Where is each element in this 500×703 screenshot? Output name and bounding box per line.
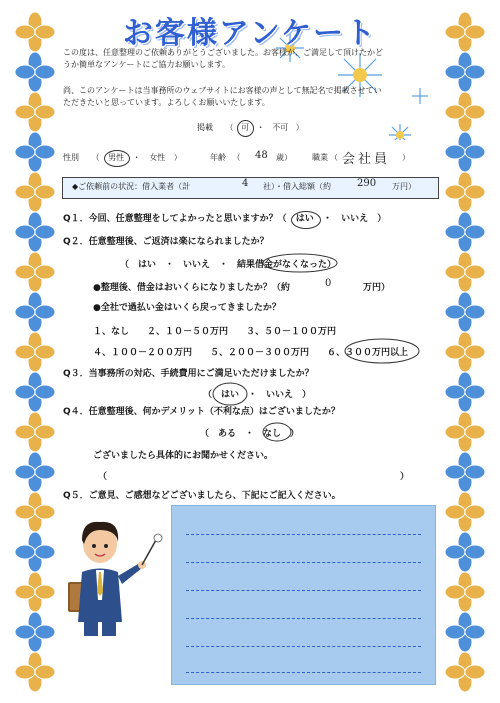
intro-line-4: ただきたいと思っています。よろしくお願いいたします。 bbox=[63, 98, 270, 107]
status-mid: 社）・借入総額（約 bbox=[263, 182, 331, 191]
petal-motif bbox=[445, 332, 485, 372]
q2-sub1-value[interactable]: 0 bbox=[325, 278, 332, 289]
q1-yes-option[interactable]: はい bbox=[296, 214, 314, 224]
q2-circle-mark bbox=[260, 252, 340, 274]
q3-circle-mark bbox=[210, 380, 250, 408]
q4-detail: ございましたら具体的にお聞かせください。 bbox=[93, 451, 274, 461]
page-title: お客様アンケート bbox=[122, 16, 378, 51]
q3-choices[interactable]: （ はい ・ いいえ ） bbox=[203, 390, 312, 400]
teacher-illustration bbox=[60, 510, 170, 640]
debt-amount[interactable]: 290 bbox=[357, 178, 377, 189]
dashed-line bbox=[186, 618, 421, 619]
petal-motif bbox=[445, 492, 485, 532]
q2-option-6-circle bbox=[342, 334, 422, 366]
petal-motif bbox=[445, 652, 485, 692]
petal-motif bbox=[445, 412, 485, 452]
status-suffix: 万円） bbox=[392, 182, 416, 191]
q1-no-option[interactable]: いいえ bbox=[341, 214, 369, 224]
age-value[interactable]: 48 bbox=[255, 150, 268, 161]
q4-choices[interactable]: （ ある ・ なし ） bbox=[200, 429, 300, 439]
intro-line-1: この度は、任意整理のご依頼ありがとうございました。お客様が、ご満足して頂けたかど bbox=[63, 48, 383, 57]
petal-motif bbox=[445, 212, 485, 252]
gender-male-option[interactable]: 男性 bbox=[108, 153, 124, 162]
petal-motif bbox=[15, 532, 55, 572]
q2-choices[interactable]: （ はい ・ いいえ ・ 結果借金がなくなった） bbox=[120, 260, 337, 270]
petal-motif bbox=[15, 212, 55, 252]
dashed-line bbox=[186, 646, 421, 647]
dashed-line bbox=[186, 672, 421, 673]
age-unit: 歳） bbox=[276, 153, 292, 162]
q4-circle-mark bbox=[260, 420, 294, 444]
publish-label: 掲載 bbox=[197, 123, 213, 132]
q2-sub1: ●整理後、借金はおいくらになりましたか？（約 bbox=[93, 283, 290, 293]
intro-line-2: うか簡単なアンケートにご協力お願いします。 bbox=[63, 60, 230, 69]
petal-motif bbox=[15, 572, 55, 612]
q2-sub2: ●全社で過払い金はいくら戻ってきましたか？ bbox=[93, 303, 281, 313]
petal-motif bbox=[15, 292, 55, 332]
petal-motif bbox=[445, 572, 485, 612]
petal-motif bbox=[445, 252, 485, 292]
publish-ng-option[interactable]: 不可 bbox=[272, 123, 289, 132]
q2-question: Q２．任意整理後、ご返済は楽になられましたか？ bbox=[63, 237, 269, 247]
age-label: 年齢 bbox=[210, 153, 226, 162]
publish-field: 掲載 （ 可 ・ 不可 ） bbox=[197, 122, 304, 134]
dashed-line bbox=[186, 590, 421, 591]
petal-motif bbox=[15, 412, 55, 452]
q2-sub1-unit: 万円） bbox=[363, 283, 391, 293]
petal-motif bbox=[445, 292, 485, 332]
job-label: 職業 bbox=[312, 153, 328, 162]
petal-motif bbox=[15, 452, 55, 492]
petal-motif bbox=[15, 492, 55, 532]
petal-motif bbox=[445, 372, 485, 412]
status-prefix: ◆ご依頼前の状況：借入業者（計 bbox=[72, 182, 191, 191]
gender-field: 性別 （ 男性 ・ 女性 ） bbox=[63, 152, 182, 164]
dashed-line bbox=[186, 562, 421, 563]
survey-page: お客様アンケート この度は、任意整理のご依頼ありがとうございました。お客様が、ご満足して頂けたかど うか簡単なアンケートにご協力お願いします。 尚、このアンケートは当事務所のウェブサイトにお客様の声として無記名で掲載させてい ただきたいと思っています。よろしくお願いいたします。 掲載 （ 可 ・ 不可 ） 性別 （ 男性 ・ 女性 ） 年齢 （ 48 歳） 職業 （ 会社員 ） ◆ご依頼前の状況：借入業者（計 4 社）・借入総額（約 290 万円） Q１．今回、任意整理をしてよかったと思いますか？（ はい ・ いいえ ） Q２．任意整理後、ご返済は楽になられましたか？ （ はい ・ いいえ ・ 結果借金がなくなった） ●整理後、借金はおいくらになりましたか？（約 0 万円） ●全社で過払い金はいくら戻ってきましたか？ １、なし ２、１０－５０万円 ３、５０－１００万円 ４、１００－２００万円 ５、２００－３００万円 ６、３００万円以上 Q３．当事務所の対応、手続費用にご満足いただけましたか？ （ はい ・ いいえ ） Q４．任意整理後、何かデメリット（不利な点）はございましたか？ （ ある ・ なし ） ございましたら具体的にお聞かせください。 （ ） Q５．ご意見、ご感想などございましたら、下記にご記入ください。 bbox=[0, 0, 500, 703]
petal-motif bbox=[15, 652, 55, 692]
q1-question: Q１．今回、任意整理をしてよかったと思いますか？（ はい ・ いいえ ） bbox=[63, 213, 386, 225]
petal-motif bbox=[445, 452, 485, 492]
petal-motif bbox=[15, 612, 55, 652]
q2-options-row-2[interactable]: ４、１００－２００万円 ５、２００－３００万円 ６、３００万円以上 bbox=[93, 348, 409, 358]
petal-motif bbox=[15, 372, 55, 412]
petal-motif bbox=[15, 252, 55, 292]
q4-detail-input[interactable] bbox=[112, 471, 392, 483]
petal-motif bbox=[15, 172, 55, 212]
q4-question: Q４．任意整理後、何かデメリット（不利な点）はございましたか？ bbox=[63, 407, 340, 417]
comment-answer-box[interactable] bbox=[171, 505, 436, 685]
q3-question: Q３．当事務所の対応、手続費用にご満足いただけましたか？ bbox=[63, 369, 314, 379]
petal-motif bbox=[445, 612, 485, 652]
gender-female-option[interactable]: 女性 bbox=[149, 153, 166, 162]
dashed-line bbox=[186, 534, 421, 535]
publish-ok-option[interactable]: 可 bbox=[241, 123, 249, 132]
lender-count[interactable]: 4 bbox=[242, 178, 249, 189]
job-value[interactable]: 会社員 bbox=[342, 152, 391, 167]
q2-options-row-1[interactable]: １、なし ２、１０－５０万円 ３、５０－１００万円 bbox=[93, 327, 337, 337]
petal-motif bbox=[445, 172, 485, 212]
intro-line-3: 尚、このアンケートは当事務所のウェブサイトにお客様の声として無記名で掲載させてい bbox=[63, 86, 382, 95]
age-field: 年齢 （ bbox=[210, 153, 241, 162]
petal-motif bbox=[445, 532, 485, 572]
gender-label: 性別 bbox=[63, 153, 79, 162]
petal-motif bbox=[15, 332, 55, 372]
q5-question: Q５．ご意見、ご感想などございましたら、下記にご記入ください。 bbox=[63, 491, 341, 501]
